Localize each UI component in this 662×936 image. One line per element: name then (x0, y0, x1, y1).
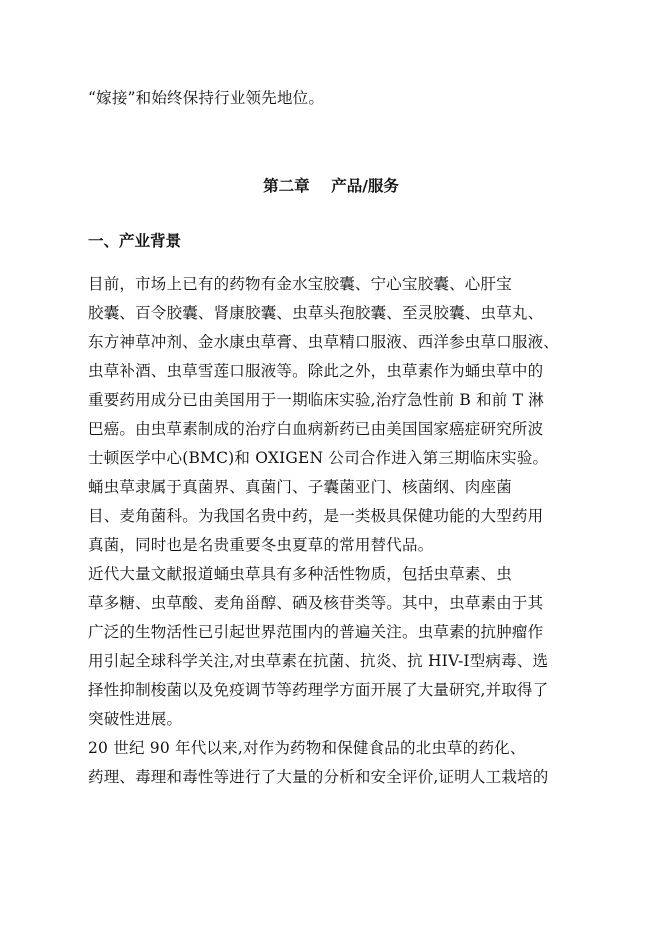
text-line: 东方神草冲剂、金水康虫草膏、虫草精口服液、西洋参虫草口服液、 (88, 333, 560, 351)
text-line: 胶囊、百令胶囊、肾康胶囊、虫草头孢胶囊、至灵胶囊、虫草丸、 (88, 304, 544, 322)
text-line: 用引起全球科学关注,对虫草素在抗菌、抗炎、抗 HIV-Ⅰ型病毒、选 (88, 652, 549, 670)
text-line: 蛹虫草隶属于真菌界、真菌门、子囊菌亚门、核菌纲、肉座菌 (88, 478, 512, 496)
section-heading: 一、产业背景 (88, 232, 182, 250)
text-line: 草多糖、虫草酸、麦角甾醇、硒及核苷类等。其中，虫草素由于其 (88, 594, 544, 612)
continuation-line: “嫁接”和始终保持行业领先地位。 (88, 89, 325, 107)
text-line: 巴癌。由虫草素制成的治疗白血病新药已由美国国家癌症研究所波 (88, 420, 544, 438)
text-line: 20 世纪 90 年代以来,对作为药物和保健食品的北虫草的药化、 (88, 739, 526, 757)
text-line: 药理、毒理和毒性等进行了大量的分析和安全评价,证明人工栽培的 (88, 768, 549, 786)
text-line: 重要药用成分已由美国用于一期临床实验,治疗急性前 B 和前 T 淋 (88, 391, 544, 409)
text-line: 广泛的生物活性已引起世界范围内的普遍关注。虫草素的抗肿瘤作 (88, 623, 544, 641)
text-line: 择性抑制梭菌以及免疫调节等药理学方面开展了大量研究,并取得了 (88, 681, 549, 699)
text-line: 目前，市场上已有的药物有金水宝胶囊、宁心宝胶囊、心肝宝 (88, 275, 512, 293)
text-line: 目、麦角菌科。为我国名贵中药，是一类极具保健功能的大型药用 (88, 507, 544, 525)
text-line: 突破性进展。 (88, 710, 183, 728)
chapter-title: 第二章 产品/服务 (263, 177, 399, 195)
text-line: 真菌，同时也是名贵重要冬虫夏草的常用替代品。 (88, 536, 434, 554)
text-line: 士顿医学中心(BMC)和 OXIGEN 公司合作进入第三期临床实验。 (88, 449, 549, 467)
text-line: 近代大量文献报道蛹虫草具有多种活性物质，包括虫草素、虫 (88, 565, 512, 583)
text-line: 虫草补酒、虫草雪莲口服液等。除此之外，虫草素作为蛹虫草中的 (88, 362, 544, 380)
